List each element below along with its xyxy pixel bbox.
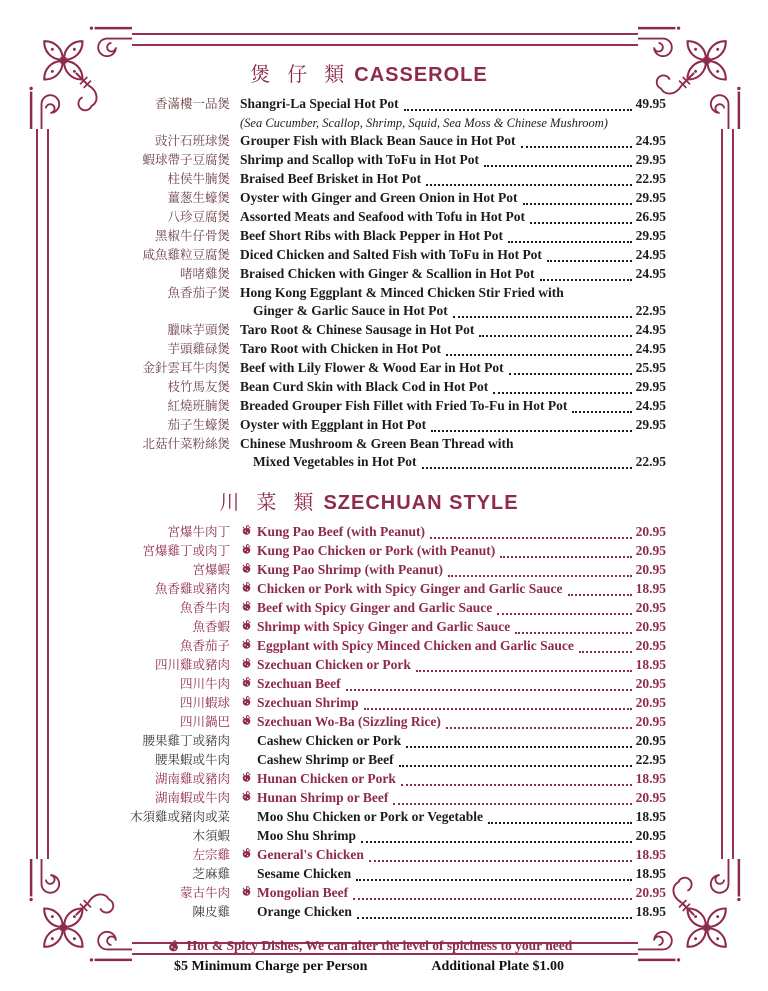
dish-name-continued: Mixed Vegetables in Hot Pot (253, 454, 417, 469)
menu-item-row-continuation (72, 453, 666, 472)
section-title-english: SZECHUAN STYLE (323, 492, 519, 514)
chili-pepper-icon (240, 676, 257, 689)
dot-leader (521, 132, 632, 148)
menu-item-row (72, 713, 666, 732)
dish-price: 20.95 (635, 676, 666, 691)
dish-price: 18.95 (635, 847, 666, 862)
dot-leader (406, 732, 631, 748)
dot-leader (430, 523, 632, 539)
dish-description: (Sea Cucumber, Scallop, Shrimp, Squid, Sea Moss & Chinese Mushroom) (240, 116, 608, 130)
dish-price: 20.95 (635, 885, 666, 900)
dish-price: 24.95 (635, 266, 666, 281)
dish-price: 24.95 (635, 341, 666, 356)
dish-name: Shangri-La Special Hot Pot (240, 96, 399, 111)
menu-page (72, 58, 666, 975)
dish-name-chinese: 左宗雞 (192, 848, 230, 862)
dish-price: 20.95 (635, 524, 666, 539)
menu-item-row (72, 151, 666, 170)
chili-pepper-icon (240, 524, 257, 537)
dish-name-chinese: 啫啫雞煲 (179, 267, 230, 281)
menu-item-row (72, 265, 666, 284)
dish-name: Oyster with Ginger and Green Onion in Hot Pot (240, 190, 518, 205)
dot-leader (448, 561, 632, 577)
dish-name-chinese: 蒙古牛肉 (179, 886, 230, 900)
dish-price: 20.95 (635, 638, 666, 653)
dot-leader (508, 227, 632, 243)
menu-item-row (72, 865, 666, 884)
additional-plate-text: Additional Plate $1.00 (431, 959, 564, 974)
dish-name-chinese: 陳皮雞 (192, 905, 230, 919)
dish-price: 18.95 (635, 581, 666, 596)
dot-leader (356, 865, 632, 881)
dish-name: Mongolian Beef (257, 885, 349, 900)
dish-price: 26.95 (635, 209, 666, 224)
dot-leader (369, 846, 632, 862)
menu-item-row (72, 416, 666, 435)
menu-item-row (72, 599, 666, 618)
dot-leader (401, 770, 632, 786)
dish-price: 18.95 (635, 904, 666, 919)
dish-name-chinese: 腰果蝦或牛肉 (154, 753, 230, 767)
chili-pepper-icon (166, 939, 181, 954)
dish-name-chinese: 四川鍋巴 (179, 715, 230, 729)
dish-price: 20.95 (635, 600, 666, 615)
dish-price: 29.95 (635, 190, 666, 205)
dot-leader (353, 884, 632, 900)
dish-name-chinese: 北菇什菜粉絲煲 (142, 437, 230, 451)
dish-name: Breaded Grouper Fish Fillet with Fried To-Fu in Hot Pot (240, 398, 568, 413)
dish-price: 22.95 (635, 171, 666, 186)
dot-leader (453, 302, 632, 318)
dish-name: Grouper Fish with Black Bean Sauce in Hot Pot (240, 133, 516, 148)
chili-pepper-icon (240, 695, 257, 708)
menu-item-row-continuation (72, 302, 666, 321)
dish-name-chinese: 金針雲耳牛肉煲 (142, 361, 230, 375)
dot-leader (547, 246, 632, 262)
dish-name: Oyster with Eggplant in Hot Pot (240, 417, 427, 432)
menu-item-row (72, 827, 666, 846)
dish-name-chinese: 木須蝦 (192, 829, 230, 843)
dish-name-chinese: 薑葱生蠔煲 (167, 191, 230, 205)
dot-leader (530, 208, 632, 224)
dish-price: 20.95 (635, 543, 666, 558)
chili-pepper-icon (240, 619, 257, 632)
dish-name-chinese: 香滿樓一品煲 (154, 97, 230, 111)
menu-item-row (72, 884, 666, 903)
dot-leader (426, 170, 632, 186)
dish-name: Diced Chicken and Salted Fish with ToFu in Hot Pot (240, 247, 542, 262)
chili-pepper-icon (240, 562, 257, 575)
dot-leader (422, 453, 632, 469)
dish-name: Szechuan Beef (257, 676, 341, 691)
dish-name-chinese: 腰果雞丁或豬肉 (142, 734, 230, 748)
dish-price: 22.95 (635, 752, 666, 767)
dish-price: 20.95 (635, 828, 666, 843)
minimum-charge-text: $5 Minimum Charge per Person (173, 959, 368, 974)
dot-leader (493, 378, 631, 394)
dish-price: 20.95 (635, 562, 666, 577)
dish-name-chinese: 豉汁石班球煲 (154, 134, 230, 148)
dish-name: Taro Root with Chicken in Hot Pot (240, 341, 442, 356)
dish-name-continued: Ginger & Garlic Sauce in Hot Pot (253, 303, 448, 318)
dish-name: Moo Shu Chicken or Pork or Vegetable (257, 809, 484, 824)
menu-item-row (72, 637, 666, 656)
dish-name: Cashew Shrimp or Beef (257, 752, 394, 767)
dish-name-chinese: 四川蝦球 (179, 696, 230, 710)
menu-item-row (72, 694, 666, 713)
dish-name: Braised Chicken with Ginger & Scallion in Hot Pot (240, 266, 535, 281)
dish-price: 24.95 (635, 247, 666, 262)
dish-name-chinese: 茄子生蠔煲 (167, 418, 230, 432)
section-title (72, 58, 666, 87)
chili-pepper-icon (240, 543, 257, 556)
dish-name: Kung Pao Shrimp (with Peanut) (257, 562, 444, 577)
dish-name: Bean Curd Skin with Black Cod in Hot Pot (240, 379, 489, 394)
menu-item-row (72, 246, 666, 265)
dot-leader (497, 599, 631, 615)
dish-name: Kung Pao Beef (with Peanut) (257, 524, 425, 539)
chili-pepper-icon (240, 714, 257, 727)
dish-name-chinese: 魚香蝦 (192, 620, 230, 634)
dish-name-chinese: 湖南蝦或牛肉 (154, 791, 230, 805)
dish-price: 49.95 (635, 96, 666, 111)
dish-name: Chinese Mushroom & Green Bean Thread with (240, 436, 514, 451)
menu-item-row (72, 132, 666, 151)
menu-footer (72, 938, 666, 975)
menu-item-row (72, 770, 666, 789)
dish-price: 29.95 (635, 417, 666, 432)
dish-price: 24.95 (635, 133, 666, 148)
dot-leader (509, 359, 632, 375)
dot-leader (357, 903, 632, 919)
dish-name-chinese: 枝竹馬友煲 (167, 380, 230, 394)
dot-leader (540, 265, 632, 281)
dish-price: 24.95 (635, 322, 666, 337)
menu-item-row (72, 189, 666, 208)
dot-leader (431, 416, 631, 432)
dish-price: 22.95 (635, 454, 666, 469)
dish-name-chinese: 魚香雞或豬肉 (154, 582, 230, 596)
dish-name: Moo Shu Shrimp (257, 828, 357, 843)
dish-name: Shrimp and Scallop with ToFu in Hot Pot (240, 152, 479, 167)
dish-name-chinese: 四川雞或豬肉 (154, 658, 230, 672)
charges-line (72, 959, 666, 975)
dish-name-chinese: 芝麻雞 (192, 867, 230, 881)
menu-item-row (72, 561, 666, 580)
dish-price: 22.95 (635, 303, 666, 318)
chili-pepper-icon (240, 885, 257, 898)
dish-price: 29.95 (635, 152, 666, 167)
dot-leader (446, 713, 632, 729)
dish-name-chinese: 臘味芋頭煲 (167, 323, 230, 337)
dot-leader (399, 751, 632, 767)
dot-leader (523, 189, 632, 205)
section-casserole (72, 58, 666, 472)
dish-name: Hunan Shrimp or Beef (257, 790, 389, 805)
dish-name: Braised Beef Brisket in Hot Pot (240, 171, 422, 186)
dot-leader (361, 827, 632, 843)
dot-leader (568, 580, 632, 596)
dish-name: Szechuan Shrimp (257, 695, 359, 710)
dot-leader (479, 321, 631, 337)
dish-name: Chicken or Pork with Spicy Ginger and Garlic Sauce (257, 581, 563, 596)
dish-description-row (72, 114, 666, 132)
menu-items-list (72, 523, 666, 922)
dish-name: Szechuan Chicken or Pork (257, 657, 411, 672)
dot-leader (393, 789, 631, 805)
menu-item-row (72, 789, 666, 808)
menu-item-row (72, 846, 666, 865)
dish-price: 24.95 (635, 398, 666, 413)
spicy-disclaimer (72, 938, 666, 954)
dish-name: Shrimp with Spicy Ginger and Garlic Sauce (257, 619, 511, 634)
dot-leader (500, 542, 631, 558)
dish-name: Hong Kong Eggplant & Minced Chicken Stir Fried with (240, 285, 564, 300)
dish-price: 25.95 (635, 360, 666, 375)
dish-price: 20.95 (635, 733, 666, 748)
chili-pepper-icon (240, 657, 257, 670)
dish-name-chinese: 魚香茄子煲 (167, 286, 230, 300)
dish-name-chinese: 芋頭雞碌煲 (167, 342, 230, 356)
dish-name: Kung Pao Chicken or Pork (with Peanut) (257, 543, 496, 558)
menu-items-list (72, 95, 666, 472)
dish-price: 18.95 (635, 809, 666, 824)
dish-price: 18.95 (635, 771, 666, 786)
menu-item-row (72, 675, 666, 694)
chili-pepper-icon (240, 638, 257, 651)
dot-leader (364, 694, 632, 710)
section-szechuan-style (72, 486, 666, 922)
menu-item-row (72, 340, 666, 359)
menu-item-row (72, 542, 666, 561)
section-title (72, 486, 666, 515)
menu-item-row (72, 170, 666, 189)
dish-price: 29.95 (635, 228, 666, 243)
menu-item-row (72, 732, 666, 751)
section-title-chinese: 煲 仔 類 (250, 64, 351, 86)
menu-item-row (72, 580, 666, 599)
spicy-disclaimer-text: Hot & Spicy Dishes, We can alter the level of spiciness to your need (186, 938, 573, 953)
dish-name-chinese: 蝦球帶子豆腐煲 (142, 153, 230, 167)
dot-leader (515, 618, 631, 634)
dish-name: Orange Chicken (257, 904, 352, 919)
dish-name-chinese: 宮爆蝦 (192, 563, 230, 577)
dot-leader (484, 151, 632, 167)
dot-leader (416, 656, 632, 672)
menu-item-row (72, 321, 666, 340)
dot-leader (446, 340, 632, 356)
dot-leader (488, 808, 632, 824)
dish-name: General's Chicken (257, 847, 364, 862)
menu-item-row (72, 359, 666, 378)
dish-name: Beef with Lily Flower & Wood Ear in Hot Pot (240, 360, 504, 375)
dish-price: 18.95 (635, 866, 666, 881)
chili-pepper-icon (240, 790, 257, 803)
menu-item-row (72, 397, 666, 416)
dish-price: 20.95 (635, 790, 666, 805)
section-title-chinese: 川 菜 類 (219, 492, 320, 514)
dish-name: Assorted Meats and Seafood with Tofu in Hot Pot (240, 209, 526, 224)
dish-name-chinese: 宮爆雞丁或肉丁 (142, 544, 230, 558)
menu-item-row (72, 208, 666, 227)
chili-pepper-icon (240, 600, 257, 613)
dish-name-chinese: 四川牛肉 (179, 677, 230, 691)
dish-name-chinese: 紅燒班腩煲 (167, 399, 230, 413)
chili-pepper-icon (240, 581, 257, 594)
dish-name: Beef Short Ribs with Black Pepper in Hot Pot (240, 228, 503, 243)
dish-name-chinese: 咸魚雞粒豆腐煲 (142, 248, 230, 262)
dish-name: Cashew Chicken or Pork (257, 733, 402, 748)
dish-name: Beef with Spicy Ginger and Garlic Sauce (257, 600, 493, 615)
menu-item-row (72, 751, 666, 770)
dish-price: 29.95 (635, 379, 666, 394)
menu-item-row (72, 808, 666, 827)
menu-item-row (72, 903, 666, 922)
menu-item-row (72, 618, 666, 637)
dish-name-chinese: 黑椒牛仔骨煲 (154, 229, 230, 243)
chili-pepper-icon (240, 771, 257, 784)
dish-name: Eggplant with Spicy Minced Chicken and Garlic Sauce (257, 638, 574, 653)
dish-name-chinese: 宮爆牛肉丁 (167, 525, 230, 539)
dot-leader (579, 637, 632, 653)
dish-name: Hunan Chicken or Pork (257, 771, 396, 786)
dish-price: 18.95 (635, 657, 666, 672)
menu-item-row (72, 435, 666, 453)
dot-leader (346, 675, 632, 691)
menu-item-row (72, 227, 666, 246)
menu-item-row (72, 284, 666, 302)
chili-pepper-icon (240, 847, 257, 860)
dish-name-chinese: 柱侯牛腩煲 (167, 172, 230, 186)
section-title-english: CASSEROLE (354, 64, 488, 86)
dish-price: 20.95 (635, 714, 666, 729)
dish-name-chinese: 湖南雞或豬肉 (154, 772, 230, 786)
dish-price: 20.95 (635, 619, 666, 634)
menu-item-row (72, 523, 666, 542)
dot-leader (404, 95, 632, 111)
menu-item-row (72, 378, 666, 397)
dish-price: 20.95 (635, 695, 666, 710)
dish-name-chinese: 木須雞或豬肉或菜 (129, 810, 230, 824)
menu-item-row (72, 95, 666, 114)
dish-name-chinese: 八珍豆腐煲 (167, 210, 230, 224)
dish-name-chinese: 魚香茄子 (179, 639, 230, 653)
dish-name: Szechuan Wo-Ba (Sizzling Rice) (257, 714, 441, 729)
dish-name: Taro Root & Chinese Sausage in Hot Pot (240, 322, 475, 337)
dish-name-chinese: 魚香牛肉 (179, 601, 230, 615)
dish-name: Sesame Chicken (257, 866, 352, 881)
menu-item-row (72, 656, 666, 675)
dot-leader (572, 397, 631, 413)
